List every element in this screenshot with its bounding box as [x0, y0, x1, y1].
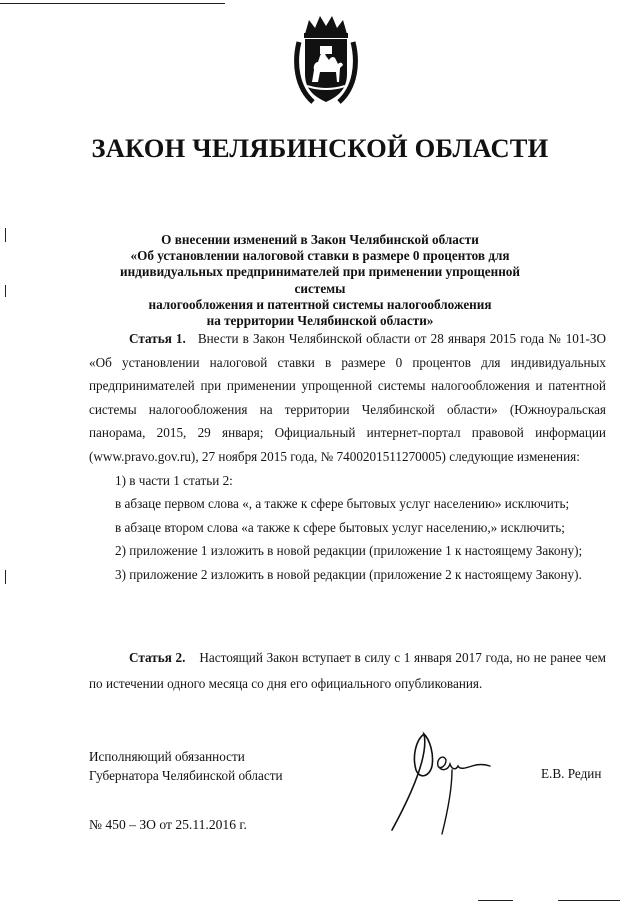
subtitle-line: на территории Челябинской области» [206, 313, 434, 329]
article-1-item: в абзаце первом слова «, а также к сфере бытовых услуг населению» исключить; [115, 496, 570, 512]
scan-edge-line [5, 570, 6, 584]
signatory-role [89, 748, 283, 785]
law-number: № 450 – ЗО от 25.11.2016 г. [89, 817, 247, 832]
article-1-item: 1) в части 1 статьи 2: [115, 472, 233, 488]
article-2 [89, 645, 606, 697]
subtitle-line: индивидуальных предпринимателей при применении упрощенной системы [119, 264, 520, 296]
scan-edge-line [5, 228, 6, 242]
scan-edge-line [558, 900, 620, 901]
article-2-text: Настоящий Закон вступает в силу с 1 января 2017 года, но не ранее чем по истечении одного месяца со дня его официального опубликования. [89, 650, 606, 691]
subtitle-line: «Об установлении налоговой ставки в размере 0 процентов для [130, 248, 510, 264]
subtitle-line: налогообложения и патентной системы налогообложения [148, 296, 492, 312]
law-subtitle [100, 232, 540, 329]
article-1-label: Статья 1. [129, 331, 186, 346]
scan-edge-line [5, 285, 6, 297]
scan-edge-line [0, 3, 225, 4]
signatory-role-line: Губернатора Челябинской области [89, 767, 283, 783]
signatory-role-line: Исполняющий обязанности [89, 749, 245, 764]
article-1-item: 2) приложение 1 изложить в новой редакции (приложение 1 к настоящему Закону); [115, 543, 583, 559]
article-1-paragraph [89, 327, 606, 469]
article-1-item: 3) приложение 2 изложить в новой редакции (приложение 2 к настоящему Закону). [115, 566, 582, 582]
subtitle-line: О внесении изменений в Закон Челябинской области [161, 232, 479, 247]
article-2-label: Статья 2. [129, 650, 186, 665]
article-1-item: в абзаце втором слова «а также к сфере бытовых услуг населению,» исключить; [115, 519, 565, 535]
scan-edge-line [478, 900, 513, 901]
article-1-text: Внести в Закон Челябинской области от 28 января 2015 года № 101-ЗО «Об установлении налоговой ставки в размере 0 процентов для индивидуальных предпринимателей при применении упрощенной системы налогообложения и патентной системы налогообложения на территории Челябинской области» (Южноуральская панорама, 2015, 29 января; Официальный интернет-портал правовой информации (www.pravo.gov.ru), 27 ноября 2015 года, № 7400201511270005) следующие изменения: [89, 331, 606, 464]
handwritten-signature [386, 726, 496, 838]
article-2-paragraph [89, 645, 606, 697]
coat-of-arms-emblem [293, 12, 359, 108]
article-1 [89, 327, 606, 587]
law-title: ЗАКОН ЧЕЛЯБИНСКОЙ ОБЛАСТИ [91, 133, 549, 163]
signatory-name: Е.В. Редин [541, 766, 602, 781]
